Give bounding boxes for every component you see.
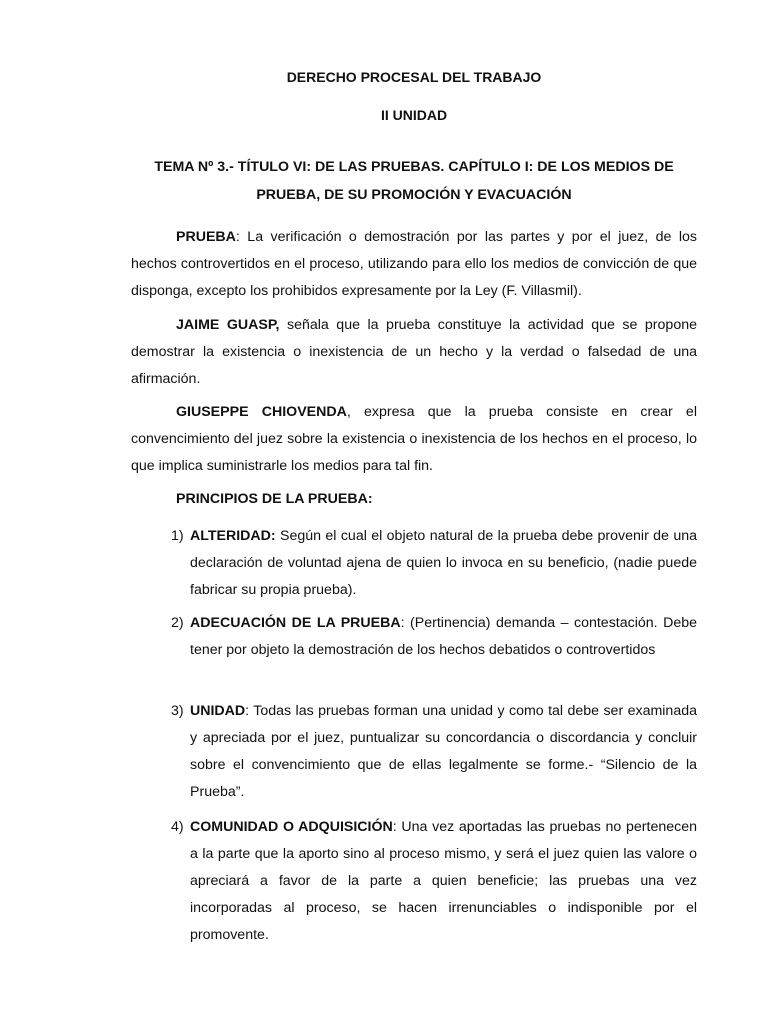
list-item-term: ADECUACIÓN DE LA PRUEBA xyxy=(190,615,401,631)
list-item-term: COMUNIDAD O ADQUISICIÓN xyxy=(190,819,393,835)
list-item-text: Según el cual el objeto natural de la prueba debe provenir de una declaración de voluntad ajena de quien lo invoca en su beneficio, (nadie puede fabricar su propia prueba). xyxy=(190,528,697,598)
list-item xyxy=(171,610,697,664)
list-item-number: 2) xyxy=(171,615,184,631)
list-item-term: ALTERIDAD: xyxy=(190,528,276,544)
principles-heading: PRINCIPIOS DE LA PRUEBA: xyxy=(176,491,373,507)
paragraph-prueba xyxy=(131,224,697,305)
list-item-number: 4) xyxy=(171,819,184,835)
paragraph-term: PRUEBA xyxy=(176,229,236,245)
list-item-term: UNIDAD xyxy=(190,703,246,719)
list-item xyxy=(171,814,697,949)
list-item-text: : Una vez aportadas las pruebas no pertenecen a la parte que la aporto sino al proceso mismo, y será el juez quien las valore o apreciará a favor de la parte a quien beneficie; las pruebas una vez incorporadas al proceso, se hacen irrenunciables o indisponible por el promovente. xyxy=(190,819,697,943)
unit-title: II UNIDAD xyxy=(380,107,448,123)
paragraph-term: GIUSEPPE CHIOVENDA xyxy=(176,404,347,420)
tema-line-1: TEMA Nº 3.- TÍTULO VI: DE LAS PRUEBAS. CAPÍTULO I: DE LOS MEDIOS DE xyxy=(154,159,674,175)
list-item xyxy=(171,698,697,806)
tema-line-2: PRUEBA, DE SU PROMOCIÓN Y EVACUACIÓN xyxy=(256,187,572,203)
paragraph-term: JAIME GUASP, xyxy=(176,317,280,333)
course-title: DERECHO PROCESAL DEL TRABAJO xyxy=(286,69,542,85)
tema-heading xyxy=(131,153,697,209)
paragraph-text: , expresa que la prueba consiste en crear el convencimiento del juez sobre la existencia o inexistencia de los hechos en el proceso, lo que implica suministrarle los medios para tal fin. xyxy=(131,404,697,474)
paragraph-guasp xyxy=(131,312,697,393)
list-item-number: 3) xyxy=(171,703,184,719)
list-item xyxy=(171,523,697,604)
list-item-text: : Todas las pruebas forman una unidad y como tal debe ser examinada y apreciada por el juez, puntualizar su concordancia o discordancia y concluir sobre el convencimiento que de ellas legalmente se forme.- “Silencio de la Prueba”. xyxy=(190,703,697,800)
list-item-number: 1) xyxy=(171,528,184,544)
paragraph-text: : La verificación o demostración por las partes y por el juez, de los hechos controvertidos en el proceso, utilizando para ello los medios de convicción de que disponga, excepto los prohibidos expresamente por la Ley (F. Villasmil). xyxy=(131,229,697,299)
paragraph-text: señala que la prueba constituye la actividad que se propone demostrar la existencia o inexistencia de un hecho y la verdad o falsedad de una afirmación. xyxy=(131,317,697,387)
list-item-text: : (Pertinencia) demanda – contestación. Debe tener por objeto la demostración de los hechos debatidos o controvertidos xyxy=(190,615,697,658)
paragraph-chiovenda xyxy=(131,399,697,480)
